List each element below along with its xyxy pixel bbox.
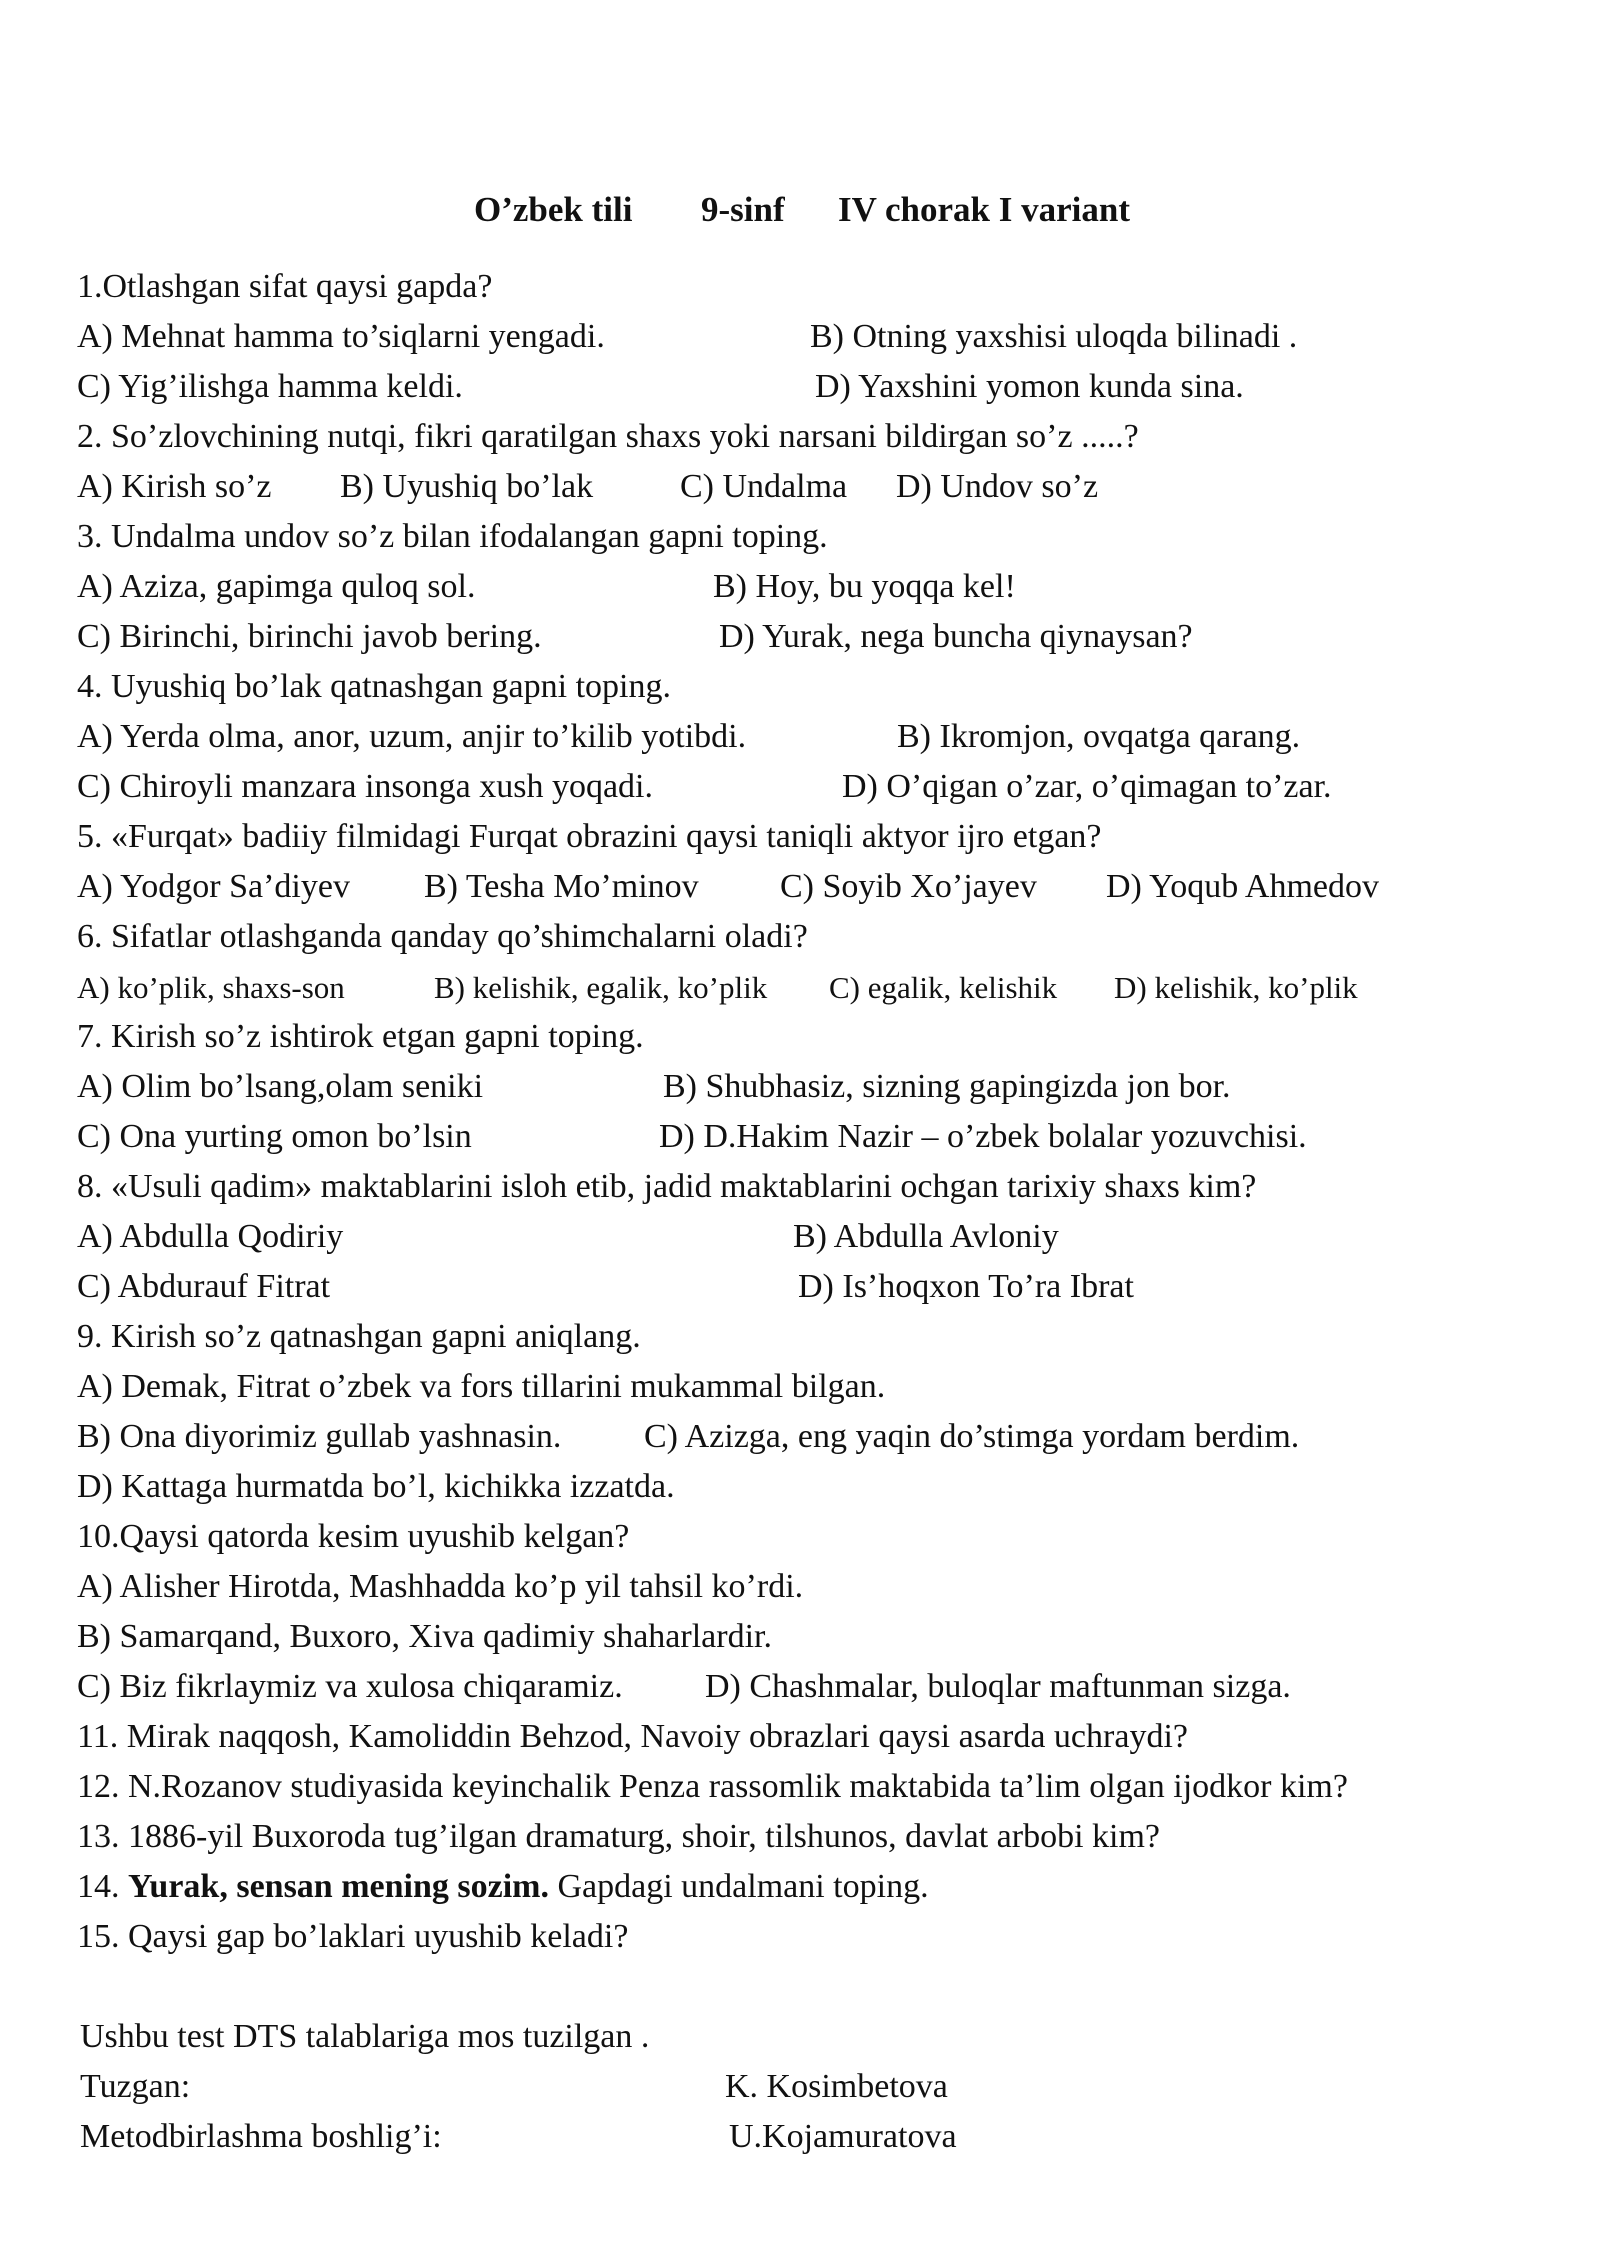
option-b: B) Samarqand, Buxoro, Xiva qadimiy shaharlardir.: [77, 1618, 772, 1655]
option-a: A) Kirish so’z: [77, 468, 272, 505]
option-c: C) Biz fikrlaymiz va xulosa chiqaramiz.: [77, 1668, 623, 1705]
option-d: D) Yurak, nega buncha qiynaysan?: [719, 618, 1193, 655]
option-d: D) Yoqub Ahmedov: [1106, 868, 1379, 905]
author-name: K. Kosimbetova: [725, 2068, 948, 2105]
option-c: C) Soyib Xo’jayev: [780, 868, 1037, 905]
author-label: Tuzgan:: [80, 2068, 191, 2105]
option-c: C) Undalma: [680, 468, 848, 505]
question-text: 1.Otlashgan sifat qaysi gapda?: [77, 268, 493, 305]
option-b: B) Ona diyorimiz gullab yashnasin.: [77, 1418, 562, 1455]
option-a: A) Yodgor Sa’diyev: [77, 868, 350, 905]
option-d: D) Yaxshini yomon kunda sina.: [815, 368, 1244, 405]
option-d: D) O’qigan o’zar, o’qimagan to’zar.: [842, 768, 1332, 805]
option-b: B) Tesha Mo’minov: [424, 868, 699, 905]
option-b: B) Ikromjon, ovqatga qarang.: [897, 718, 1301, 755]
title-quarter: IV chorak I variant: [838, 190, 1131, 229]
question-number: 14.: [77, 1868, 120, 1905]
title-grade: 9-sinf: [701, 190, 785, 229]
option-a: A) Yerda olma, anor, uzum, anjir to’kilib yotibdi.: [77, 718, 747, 755]
question-text: 10.Qaysi qatorda kesim uyushib kelgan?: [77, 1518, 630, 1555]
option-c: C) egalik, kelishik: [829, 970, 1058, 1005]
option-a: A) Aziza, gapimga quloq sol.: [77, 568, 476, 605]
page-title: [0, 190, 1600, 240]
option-d: D) Is’hoqxon To’ra Ibrat: [798, 1268, 1134, 1305]
option-c: C) Azizga, eng yaqin do’stimga yordam berdim.: [644, 1418, 1300, 1455]
option-a: A) ko’plik, shaxs-son: [77, 970, 345, 1005]
option-b: B) Shubhasiz, sizning gapingizda jon bor.: [663, 1068, 1231, 1105]
option-c: C) Chiroyli manzara insonga xush yoqadi.: [77, 768, 654, 805]
option-b: B) Uyushiq bo’lak: [340, 468, 594, 505]
question-text: 4. Uyushiq bo’lak qatnashgan gapni toping.: [77, 668, 671, 705]
highlighted-sentence: Yurak, sensan mening sozim.: [128, 1868, 549, 1905]
option-d: D) Undov so’z: [896, 468, 1099, 505]
question-text: 13. 1886-yil Buxoroda tug’ilgan dramaturg, shoir, tilshunos, davlat arbobi kim?: [77, 1818, 1161, 1855]
option-d: D) Kattaga hurmatda bo’l, kichikka izzatda.: [77, 1468, 675, 1505]
question-text: 8. «Usuli qadim» maktablarini isloh etib, jadid maktablarini ochgan tarixiy shaxs kim?: [77, 1168, 1257, 1205]
option-b: B) Hoy, bu yoqqa kel!: [713, 568, 1016, 605]
option-d: D) D.Hakim Nazir – o’zbek bolalar yozuvchisi.: [659, 1118, 1307, 1155]
option-d: D) kelishik, ko’plik: [1114, 970, 1358, 1005]
question-text: 15. Qaysi gap bo’laklari uyushib keladi?: [77, 1918, 629, 1955]
question-text: 5. «Furqat» badiiy filmidagi Furqat obrazini qaysi taniqli aktyor ijro etgan?: [77, 818, 1102, 855]
option-b: B) kelishik, egalik, ko’plik: [434, 970, 768, 1005]
option-d: D) Chashmalar, buloqlar maftunman sizga.: [705, 1668, 1291, 1705]
title-subject: O’zbek tili: [474, 190, 633, 229]
question-text: 11. Mirak naqqosh, Kamoliddin Behzod, Navoiy obrazlari qaysi asarda uchraydi?: [77, 1718, 1188, 1755]
option-a: A) Alisher Hirotda, Mashhadda ko’p yil tahsil ko’rdi.: [77, 1568, 804, 1605]
option-c: C) Abdurauf Fitrat: [77, 1268, 331, 1305]
option-c: C) Birinchi, birinchi javob bering.: [77, 618, 542, 655]
option-b: B) Otning yaxshisi uloqda bilinadi .: [810, 318, 1298, 355]
question-text: 9. Kirish so’z qatnashgan gapni aniqlang.: [77, 1318, 641, 1355]
option-a: A) Demak, Fitrat o’zbek va fors tillarini mukammal bilgan.: [77, 1368, 886, 1405]
footer-note-text: Ushbu test DTS talablariga mos tuzilgan .: [80, 2018, 650, 2055]
option-b: B) Abdulla Avloniy: [793, 1218, 1059, 1255]
question-text: [77, 1868, 929, 1906]
head-name: U.Kojamuratova: [729, 2118, 957, 2155]
option-c: C) Ona yurting omon bo’lsin: [77, 1118, 472, 1155]
question-text: 3. Undalma undov so’z bilan ifodalangan gapni toping.: [77, 518, 828, 555]
option-a: A) Mehnat hamma to’siqlarni yengadi.: [77, 318, 605, 355]
option-c: C) Yig’ilishga hamma keldi.: [77, 368, 463, 405]
question-instruction: Gapdagi undalmani toping.: [557, 1868, 929, 1905]
question-text: 2. So’zlovchining nutqi, fikri qaratilgan shaxs yoki narsani bildirgan so’z .....?: [77, 418, 1139, 455]
question-text: 6. Sifatlar otlashganda qanday qo’shimchalarni oladi?: [77, 918, 808, 955]
option-a: A) Olim bo’lsang,olam seniki: [77, 1068, 484, 1105]
question-text: 7. Kirish so’z ishtirok etgan gapni toping.: [77, 1018, 644, 1055]
head-label: Metodbirlashma boshlig’i:: [80, 2118, 442, 2155]
option-a: A) Abdulla Qodiriy: [77, 1218, 344, 1255]
question-text: 12. N.Rozanov studiyasida keyinchalik Penza rassomlik maktabida ta’lim olgan ijodkor kim?: [77, 1768, 1348, 1805]
